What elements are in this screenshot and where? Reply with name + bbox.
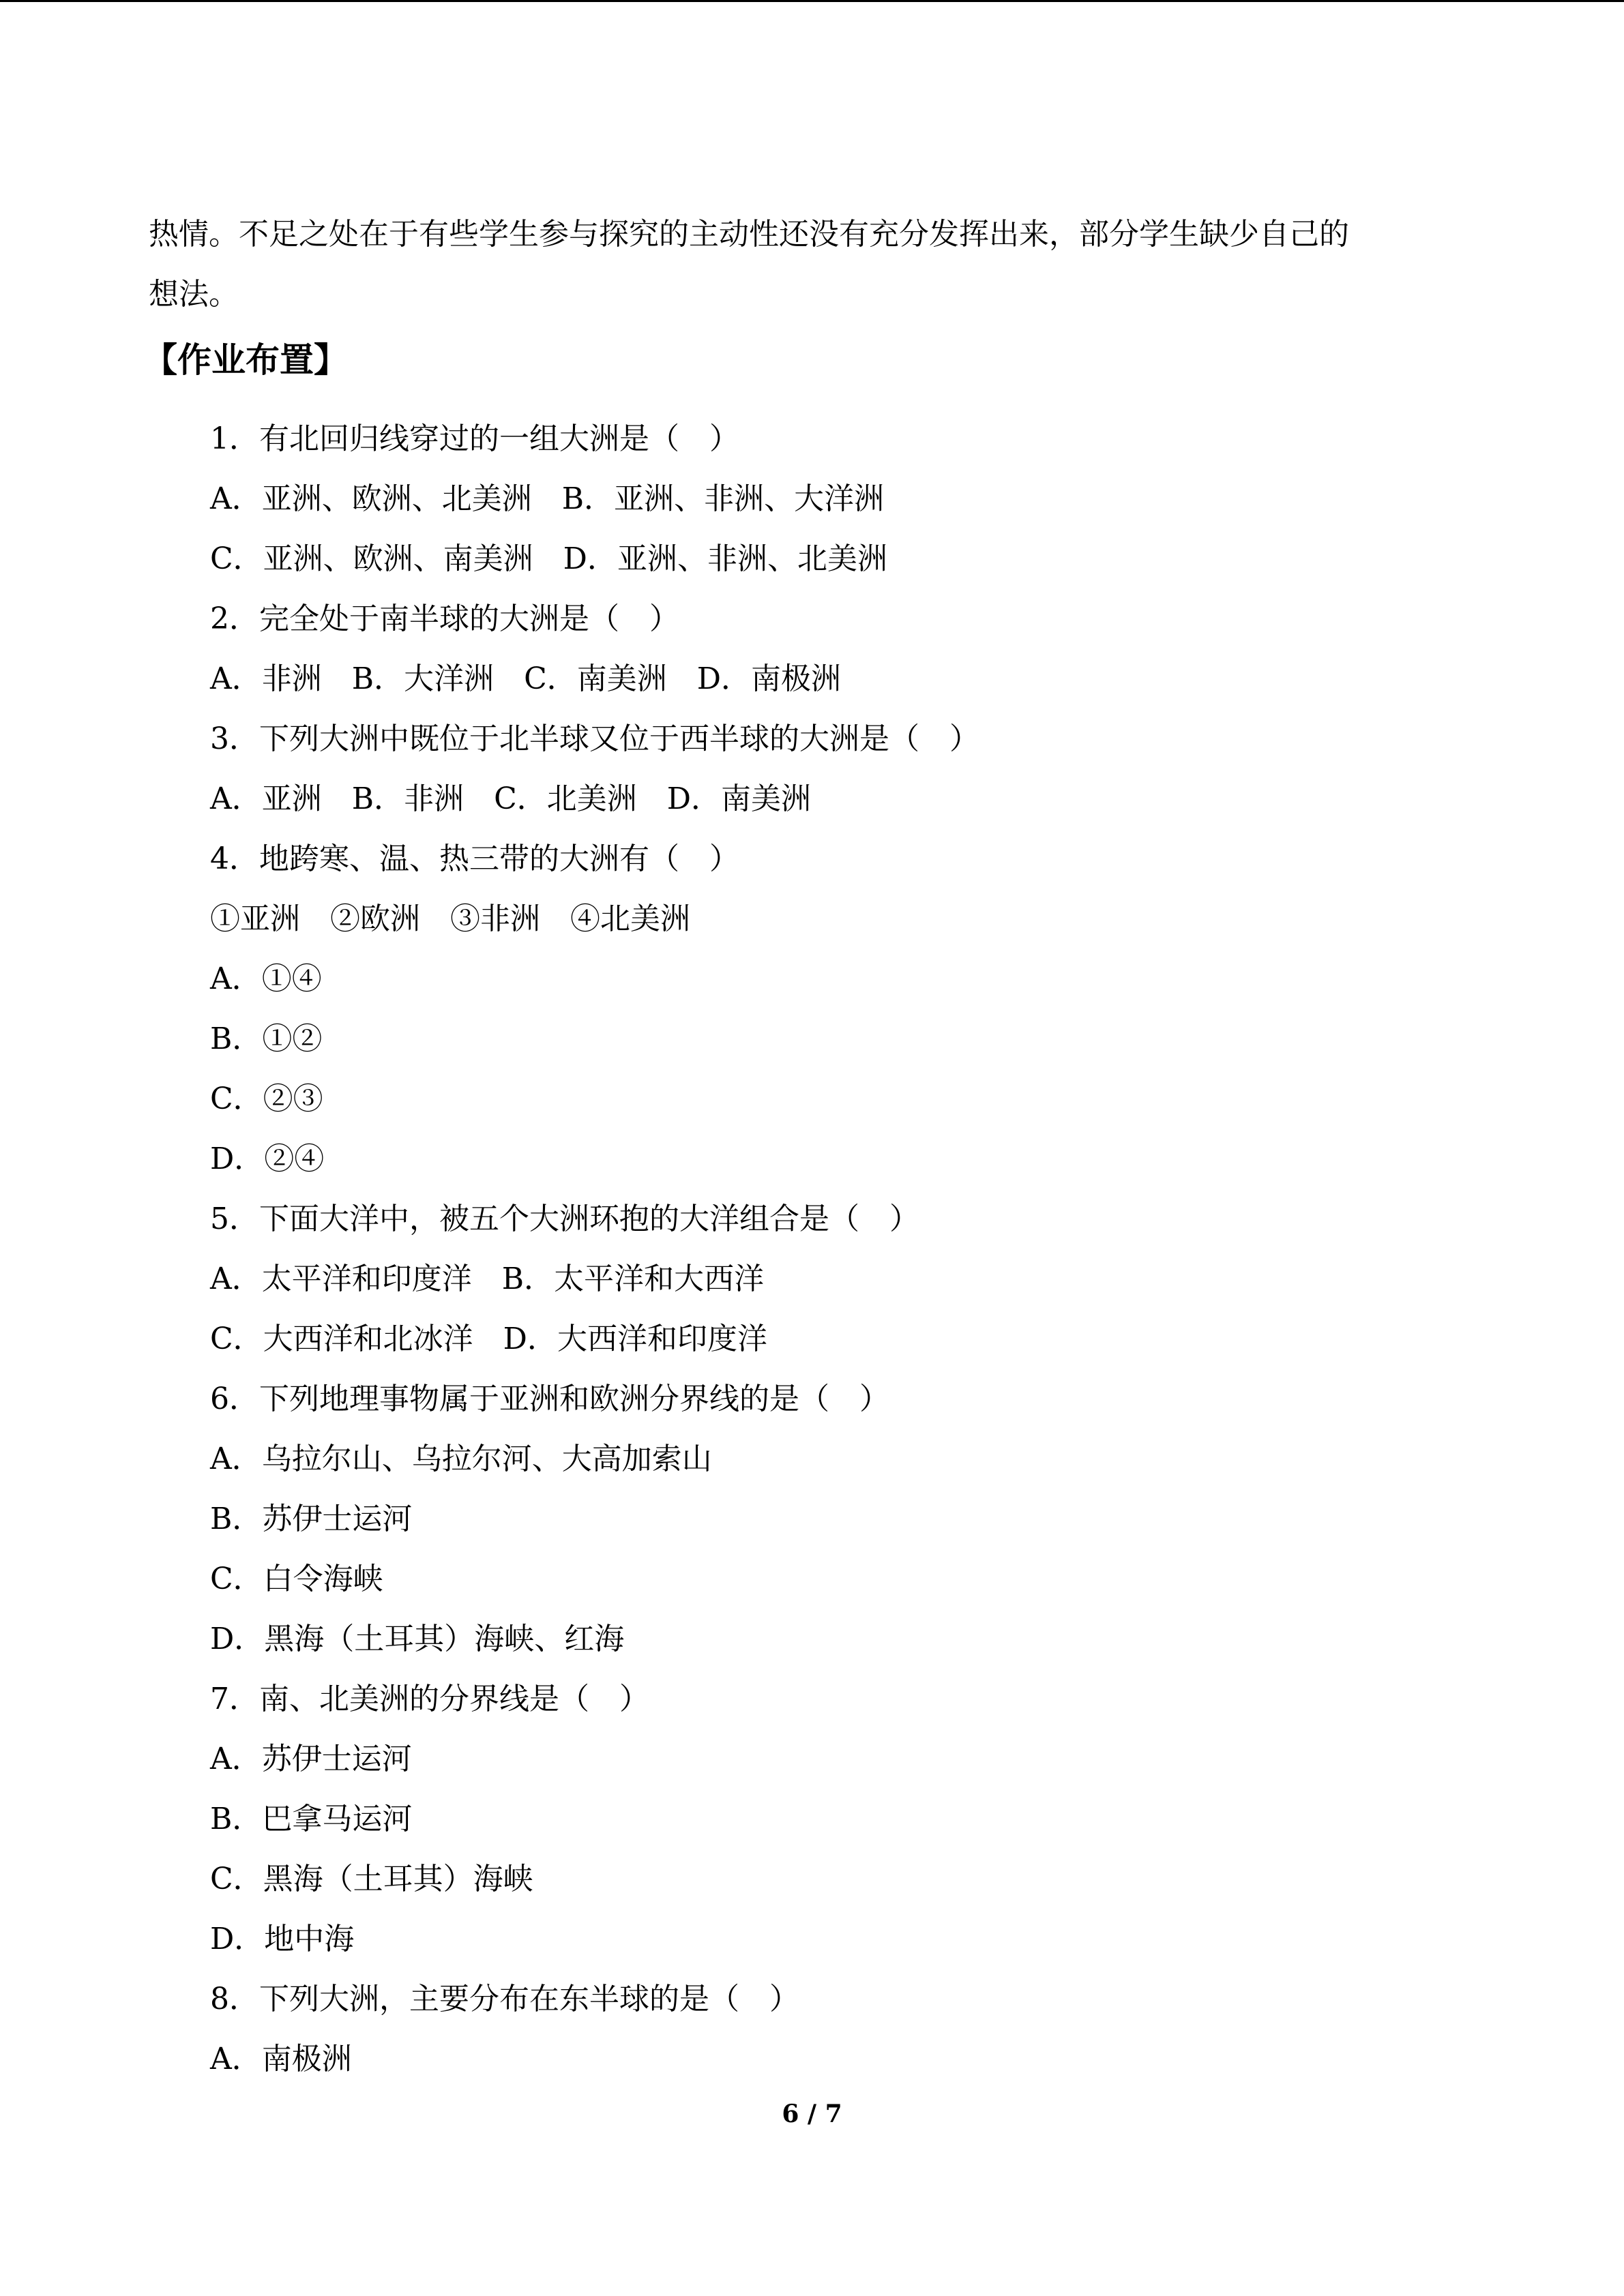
intro-paragraph	[149, 205, 1499, 325]
question-3-stem: 3．下列大洲中既位于北半球又位于西半球的大洲是（ ）	[210, 721, 979, 756]
question-6-stem: 6．下列地理事物属于亚洲和欧洲分界线的是（ ）	[210, 1382, 889, 1416]
question-8-option-a: A．南极洲	[210, 2042, 352, 2076]
question-5-options-cd: C．大西洋和北冰洋 D．大西洋和印度洋	[210, 1322, 767, 1356]
page-number: 6 / 7	[782, 2100, 842, 2128]
question-list	[210, 409, 1492, 2089]
question-2-stem: 2．完全处于南半球的大洲是（ ）	[210, 601, 679, 636]
question-7-option-c: C．黑海（土耳其）海峡	[210, 1862, 533, 1896]
question-4-items: ①亚洲 ②欧洲 ③非洲 ④北美洲	[210, 901, 690, 936]
question-4-option-d: D．②④	[210, 1142, 325, 1176]
question-1-options-ab: A．亚洲、欧洲、北美洲 B．亚洲、非洲、大洋洲	[210, 481, 885, 516]
section-heading-homework: 【作业布置】	[143, 340, 348, 380]
question-1-stem: 1．有北回归线穿过的一组大洲是（ ）	[210, 421, 739, 456]
question-8-stem: 8．下列大洲，主要分布在东半球的是（ ）	[210, 1982, 799, 2016]
question-4-option-a: A．①④	[210, 961, 322, 996]
intro-line: 想法。	[149, 277, 239, 312]
question-6-option-c: C．白令海峡	[210, 1562, 383, 1596]
question-4-stem: 4．地跨寒、温、热三带的大洲有（ ）	[210, 841, 739, 876]
question-7-option-a: A．苏伊士运河	[210, 1742, 412, 1776]
question-6-option-a: A．乌拉尔山、乌拉尔河、大高加索山	[210, 1442, 712, 1476]
question-6-option-b: B．苏伊士运河	[210, 1502, 413, 1536]
question-7-option-b: B．巴拿马运河	[210, 1802, 413, 1836]
question-5-options-ab: A．太平洋和印度洋 B．太平洋和大西洋	[210, 1262, 765, 1296]
question-3-options: A．亚洲 B．非洲 C．北美洲 D．南美洲	[210, 781, 812, 816]
question-1-options-cd: C．亚洲、欧洲、南美洲 D．亚洲、非洲、北美洲	[210, 541, 887, 576]
question-2-options: A．非洲 B．大洋洲 C．南美洲 D．南极洲	[210, 661, 842, 696]
page-top-rule	[0, 0, 1624, 2]
question-4-option-b: B．①②	[210, 1022, 323, 1056]
intro-line: 热情。不足之处在于有些学生参与探究的主动性还没有充分发挥出来，部分学生缺少自己的	[149, 217, 1349, 252]
question-4-option-c: C．②③	[210, 1082, 323, 1116]
question-7-stem: 7．南、北美洲的分界线是（ ）	[210, 1682, 649, 1716]
question-7-option-d: D．地中海	[210, 1922, 355, 1956]
question-6-option-d: D．黑海（土耳其）海峡、红海	[210, 1622, 625, 1656]
question-5-stem: 5．下面大洋中，被五个大洲环抱的大洋组合是（ ）	[210, 1202, 919, 1236]
